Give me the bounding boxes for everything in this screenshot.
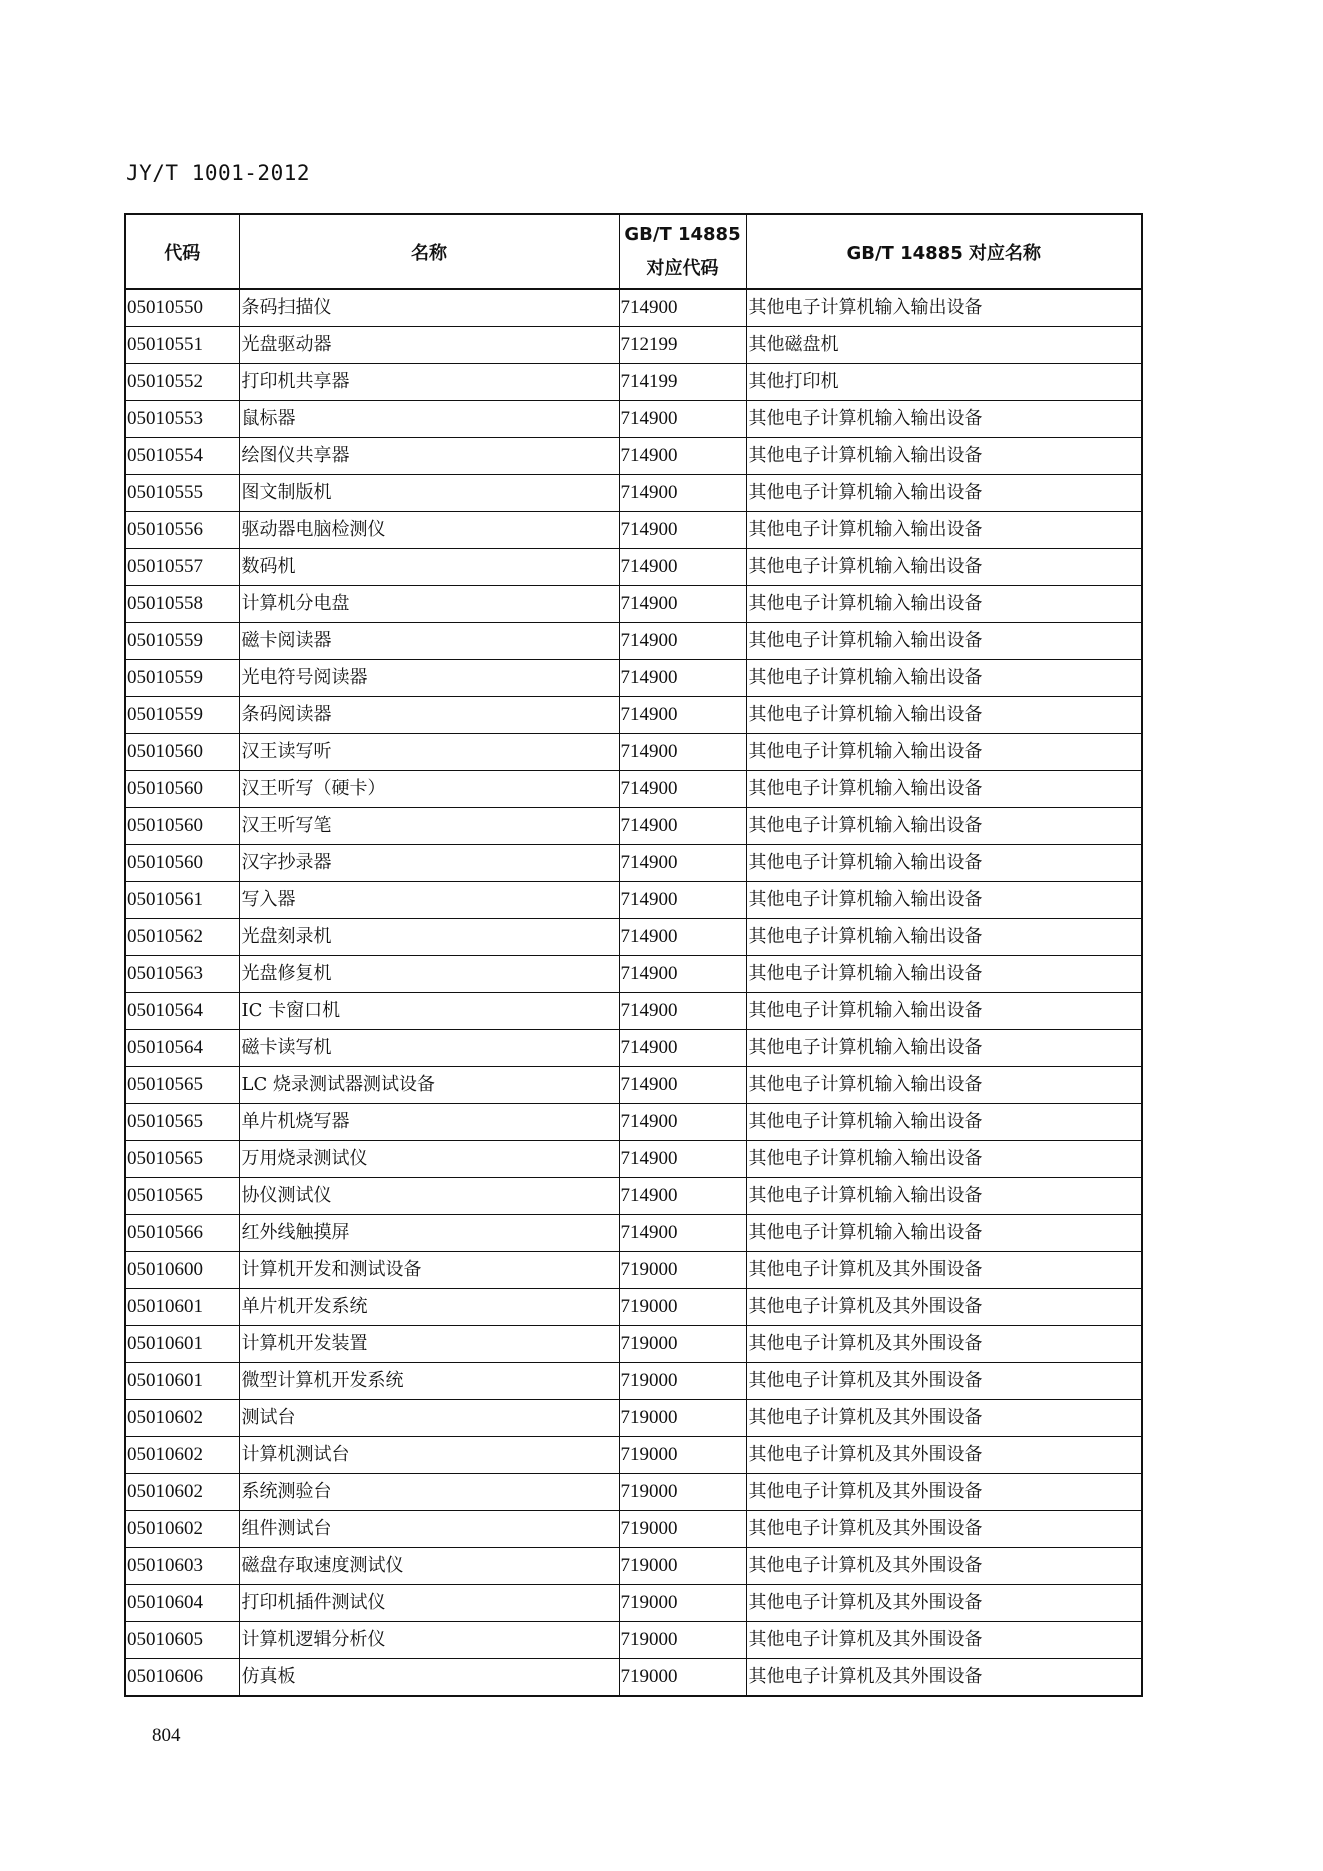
cell-name: 光盘驱动器 xyxy=(239,327,619,364)
cell-gb-code: 714199 xyxy=(619,364,746,401)
cell-gb-name: 其他电子计算机输入输出设备 xyxy=(746,771,1142,808)
cell-name: IC 卡窗口机 xyxy=(239,993,619,1030)
cell-gb-name: 其他电子计算机及其外围设备 xyxy=(746,1511,1142,1548)
cell-gb-name: 其他电子计算机及其外围设备 xyxy=(746,1252,1142,1289)
cell-name: 汉王听写（硬卡） xyxy=(239,771,619,808)
document-header: JY/T 1001-2012 xyxy=(126,161,311,185)
cell-code: 05010602 xyxy=(125,1474,239,1511)
cell-name: 写入器 xyxy=(239,882,619,919)
cell-name: 组件测试台 xyxy=(239,1511,619,1548)
cell-gb-name: 其他电子计算机输入输出设备 xyxy=(746,919,1142,956)
cell-name: LC 烧录测试器测试设备 xyxy=(239,1067,619,1104)
cell-name: 光电符号阅读器 xyxy=(239,660,619,697)
cell-gb-code: 714900 xyxy=(619,512,746,549)
cell-gb-name: 其他电子计算机输入输出设备 xyxy=(746,512,1142,549)
cell-gb-name: 其他电子计算机及其外围设备 xyxy=(746,1548,1142,1585)
table-row xyxy=(125,1585,1142,1622)
cell-gb-name: 其他磁盘机 xyxy=(746,327,1142,364)
table-row xyxy=(125,289,1142,327)
cell-name: 图文制版机 xyxy=(239,475,619,512)
cell-code: 05010550 xyxy=(125,289,239,327)
table-row xyxy=(125,401,1142,438)
table-row xyxy=(125,623,1142,660)
cell-gb-code: 719000 xyxy=(619,1548,746,1585)
cell-gb-code: 719000 xyxy=(619,1252,746,1289)
table-row xyxy=(125,1252,1142,1289)
cell-gb-code: 714900 xyxy=(619,660,746,697)
cell-gb-name: 其他电子计算机及其外围设备 xyxy=(746,1437,1142,1474)
cell-code: 05010559 xyxy=(125,623,239,660)
cell-gb-code: 719000 xyxy=(619,1622,746,1659)
table-row xyxy=(125,697,1142,734)
cell-gb-code: 714900 xyxy=(619,289,746,327)
table-row xyxy=(125,771,1142,808)
cell-name: 条码阅读器 xyxy=(239,697,619,734)
cell-gb-name: 其他电子计算机输入输出设备 xyxy=(746,438,1142,475)
cell-gb-code: 714900 xyxy=(619,882,746,919)
cell-name: 测试台 xyxy=(239,1400,619,1437)
table-row xyxy=(125,1437,1142,1474)
table-body xyxy=(125,289,1142,1696)
table-row xyxy=(125,1622,1142,1659)
cell-code: 05010605 xyxy=(125,1622,239,1659)
cell-gb-name: 其他电子计算机输入输出设备 xyxy=(746,586,1142,623)
table-row xyxy=(125,919,1142,956)
cell-gb-name: 其他电子计算机及其外围设备 xyxy=(746,1289,1142,1326)
page-number: 804 xyxy=(152,1725,181,1746)
header-code: 代码 xyxy=(125,214,239,289)
cell-gb-name: 其他电子计算机输入输出设备 xyxy=(746,1178,1142,1215)
cell-name: 计算机开发装置 xyxy=(239,1326,619,1363)
header-gb-code-line1: GB/T 14885 xyxy=(624,223,741,245)
cell-gb-code: 719000 xyxy=(619,1474,746,1511)
cell-name: 红外线触摸屏 xyxy=(239,1215,619,1252)
cell-gb-name: 其他电子计算机输入输出设备 xyxy=(746,845,1142,882)
cell-code: 05010566 xyxy=(125,1215,239,1252)
cell-gb-name: 其他电子计算机输入输出设备 xyxy=(746,623,1142,660)
cell-code: 05010601 xyxy=(125,1289,239,1326)
cell-code: 05010562 xyxy=(125,919,239,956)
cell-gb-name: 其他电子计算机输入输出设备 xyxy=(746,1030,1142,1067)
cell-gb-code: 719000 xyxy=(619,1289,746,1326)
table-row xyxy=(125,549,1142,586)
table-header-row xyxy=(125,214,1142,289)
cell-gb-name: 其他电子计算机输入输出设备 xyxy=(746,1215,1142,1252)
header-name: 名称 xyxy=(239,214,619,289)
cell-gb-name: 其他电子计算机及其外围设备 xyxy=(746,1659,1142,1697)
cell-gb-name: 其他电子计算机输入输出设备 xyxy=(746,1104,1142,1141)
cell-name: 汉王读写听 xyxy=(239,734,619,771)
cell-code: 05010564 xyxy=(125,993,239,1030)
cell-gb-code: 714900 xyxy=(619,586,746,623)
cell-code: 05010606 xyxy=(125,1659,239,1697)
table-row xyxy=(125,1511,1142,1548)
cell-code: 05010556 xyxy=(125,512,239,549)
cell-code: 05010564 xyxy=(125,1030,239,1067)
cell-name: 鼠标器 xyxy=(239,401,619,438)
cell-name: 磁卡读写机 xyxy=(239,1030,619,1067)
cell-name: 打印机插件测试仪 xyxy=(239,1585,619,1622)
cell-gb-code: 714900 xyxy=(619,1215,746,1252)
cell-code: 05010554 xyxy=(125,438,239,475)
cell-code: 05010560 xyxy=(125,845,239,882)
cell-gb-code: 714900 xyxy=(619,1178,746,1215)
cell-name: 数码机 xyxy=(239,549,619,586)
cell-gb-name: 其他电子计算机输入输出设备 xyxy=(746,475,1142,512)
cell-gb-name: 其他电子计算机及其外围设备 xyxy=(746,1363,1142,1400)
cell-gb-name: 其他电子计算机及其外围设备 xyxy=(746,1326,1142,1363)
cell-gb-code: 712199 xyxy=(619,327,746,364)
cell-code: 05010602 xyxy=(125,1511,239,1548)
cell-gb-code: 714900 xyxy=(619,919,746,956)
cell-code: 05010560 xyxy=(125,771,239,808)
cell-gb-code: 714900 xyxy=(619,1030,746,1067)
cell-gb-code: 719000 xyxy=(619,1659,746,1697)
cell-name: 光盘修复机 xyxy=(239,956,619,993)
cell-code: 05010565 xyxy=(125,1067,239,1104)
cell-code: 05010602 xyxy=(125,1400,239,1437)
cell-gb-name: 其他电子计算机及其外围设备 xyxy=(746,1474,1142,1511)
table-row xyxy=(125,364,1142,401)
cell-gb-name: 其他电子计算机输入输出设备 xyxy=(746,289,1142,327)
cell-gb-code: 719000 xyxy=(619,1437,746,1474)
table-row xyxy=(125,845,1142,882)
table-row xyxy=(125,438,1142,475)
cell-gb-code: 714900 xyxy=(619,697,746,734)
table-row xyxy=(125,1548,1142,1585)
table-row xyxy=(125,1030,1142,1067)
cell-gb-name: 其他电子计算机输入输出设备 xyxy=(746,660,1142,697)
cell-gb-code: 714900 xyxy=(619,1141,746,1178)
cell-gb-name: 其他电子计算机输入输出设备 xyxy=(746,956,1142,993)
cell-gb-code: 714900 xyxy=(619,845,746,882)
cell-gb-code: 714900 xyxy=(619,475,746,512)
cell-gb-name: 其他电子计算机输入输出设备 xyxy=(746,808,1142,845)
cell-code: 05010565 xyxy=(125,1141,239,1178)
cell-name: 磁卡阅读器 xyxy=(239,623,619,660)
cell-code: 05010565 xyxy=(125,1104,239,1141)
cell-gb-code: 714900 xyxy=(619,808,746,845)
cell-gb-name: 其他电子计算机输入输出设备 xyxy=(746,1141,1142,1178)
cell-name: 单片机烧写器 xyxy=(239,1104,619,1141)
cell-code: 05010553 xyxy=(125,401,239,438)
table-row xyxy=(125,1326,1142,1363)
cell-name: 驱动器电脑检测仪 xyxy=(239,512,619,549)
cell-name: 单片机开发系统 xyxy=(239,1289,619,1326)
equipment-code-table xyxy=(124,213,1143,1697)
cell-gb-code: 714900 xyxy=(619,1067,746,1104)
cell-gb-name: 其他电子计算机输入输出设备 xyxy=(746,401,1142,438)
cell-name: 磁盘存取速度测试仪 xyxy=(239,1548,619,1585)
cell-name: 条码扫描仪 xyxy=(239,289,619,327)
cell-gb-code: 714900 xyxy=(619,956,746,993)
table-row xyxy=(125,956,1142,993)
cell-code: 05010557 xyxy=(125,549,239,586)
cell-code: 05010602 xyxy=(125,1437,239,1474)
table-row xyxy=(125,882,1142,919)
cell-code: 05010559 xyxy=(125,697,239,734)
cell-code: 05010555 xyxy=(125,475,239,512)
header-gb-name: GB/T 14885 对应名称 xyxy=(746,214,1142,289)
cell-gb-name: 其他电子计算机及其外围设备 xyxy=(746,1585,1142,1622)
cell-gb-code: 719000 xyxy=(619,1326,746,1363)
cell-gb-code: 714900 xyxy=(619,401,746,438)
cell-name: 汉王听写笔 xyxy=(239,808,619,845)
cell-code: 05010603 xyxy=(125,1548,239,1585)
cell-gb-code: 714900 xyxy=(619,1104,746,1141)
cell-gb-code: 714900 xyxy=(619,623,746,660)
table-row xyxy=(125,1178,1142,1215)
cell-name: 协仪测试仪 xyxy=(239,1178,619,1215)
header-gb-code xyxy=(619,214,746,289)
cell-code: 05010560 xyxy=(125,808,239,845)
cell-gb-code: 714900 xyxy=(619,771,746,808)
cell-gb-name: 其他电子计算机输入输出设备 xyxy=(746,697,1142,734)
cell-gb-name: 其他电子计算机输入输出设备 xyxy=(746,1067,1142,1104)
table-row xyxy=(125,1659,1142,1697)
cell-gb-code: 714900 xyxy=(619,549,746,586)
cell-name: 万用烧录测试仪 xyxy=(239,1141,619,1178)
cell-name: 光盘刻录机 xyxy=(239,919,619,956)
cell-code: 05010601 xyxy=(125,1363,239,1400)
cell-gb-code: 719000 xyxy=(619,1363,746,1400)
cell-name: 计算机测试台 xyxy=(239,1437,619,1474)
table-row xyxy=(125,1289,1142,1326)
cell-gb-code: 719000 xyxy=(619,1585,746,1622)
cell-gb-name: 其他打印机 xyxy=(746,364,1142,401)
table-row xyxy=(125,1067,1142,1104)
cell-gb-code: 714900 xyxy=(619,993,746,1030)
table-row xyxy=(125,1141,1142,1178)
cell-code: 05010558 xyxy=(125,586,239,623)
table-row xyxy=(125,475,1142,512)
cell-gb-name: 其他电子计算机输入输出设备 xyxy=(746,549,1142,586)
cell-name: 微型计算机开发系统 xyxy=(239,1363,619,1400)
cell-name: 计算机逻辑分析仪 xyxy=(239,1622,619,1659)
cell-gb-name: 其他电子计算机输入输出设备 xyxy=(746,882,1142,919)
cell-name: 计算机开发和测试设备 xyxy=(239,1252,619,1289)
cell-name: 系统测验台 xyxy=(239,1474,619,1511)
cell-code: 05010601 xyxy=(125,1326,239,1363)
table-row xyxy=(125,1215,1142,1252)
table-row xyxy=(125,512,1142,549)
cell-name: 仿真板 xyxy=(239,1659,619,1697)
table-row xyxy=(125,734,1142,771)
cell-code: 05010600 xyxy=(125,1252,239,1289)
table-row xyxy=(125,1400,1142,1437)
cell-gb-name: 其他电子计算机输入输出设备 xyxy=(746,734,1142,771)
cell-name: 绘图仪共享器 xyxy=(239,438,619,475)
table-row xyxy=(125,993,1142,1030)
cell-code: 05010552 xyxy=(125,364,239,401)
cell-name: 汉字抄录器 xyxy=(239,845,619,882)
cell-code: 05010559 xyxy=(125,660,239,697)
table-row xyxy=(125,660,1142,697)
table-row xyxy=(125,808,1142,845)
cell-gb-code: 714900 xyxy=(619,734,746,771)
cell-gb-name: 其他电子计算机及其外围设备 xyxy=(746,1622,1142,1659)
table-row xyxy=(125,1474,1142,1511)
cell-code: 05010560 xyxy=(125,734,239,771)
cell-gb-name: 其他电子计算机及其外围设备 xyxy=(746,1400,1142,1437)
table-row xyxy=(125,1104,1142,1141)
cell-code: 05010561 xyxy=(125,882,239,919)
table-row xyxy=(125,586,1142,623)
cell-name: 计算机分电盘 xyxy=(239,586,619,623)
cell-code: 05010563 xyxy=(125,956,239,993)
cell-gb-code: 719000 xyxy=(619,1400,746,1437)
header-gb-code-line2: 对应代码 xyxy=(646,257,719,279)
table-row xyxy=(125,327,1142,364)
cell-gb-code: 719000 xyxy=(619,1511,746,1548)
table-row xyxy=(125,1363,1142,1400)
cell-gb-name: 其他电子计算机输入输出设备 xyxy=(746,993,1142,1030)
cell-name: 打印机共享器 xyxy=(239,364,619,401)
cell-gb-code: 714900 xyxy=(619,438,746,475)
cell-code: 05010565 xyxy=(125,1178,239,1215)
cell-code: 05010604 xyxy=(125,1585,239,1622)
cell-code: 05010551 xyxy=(125,327,239,364)
